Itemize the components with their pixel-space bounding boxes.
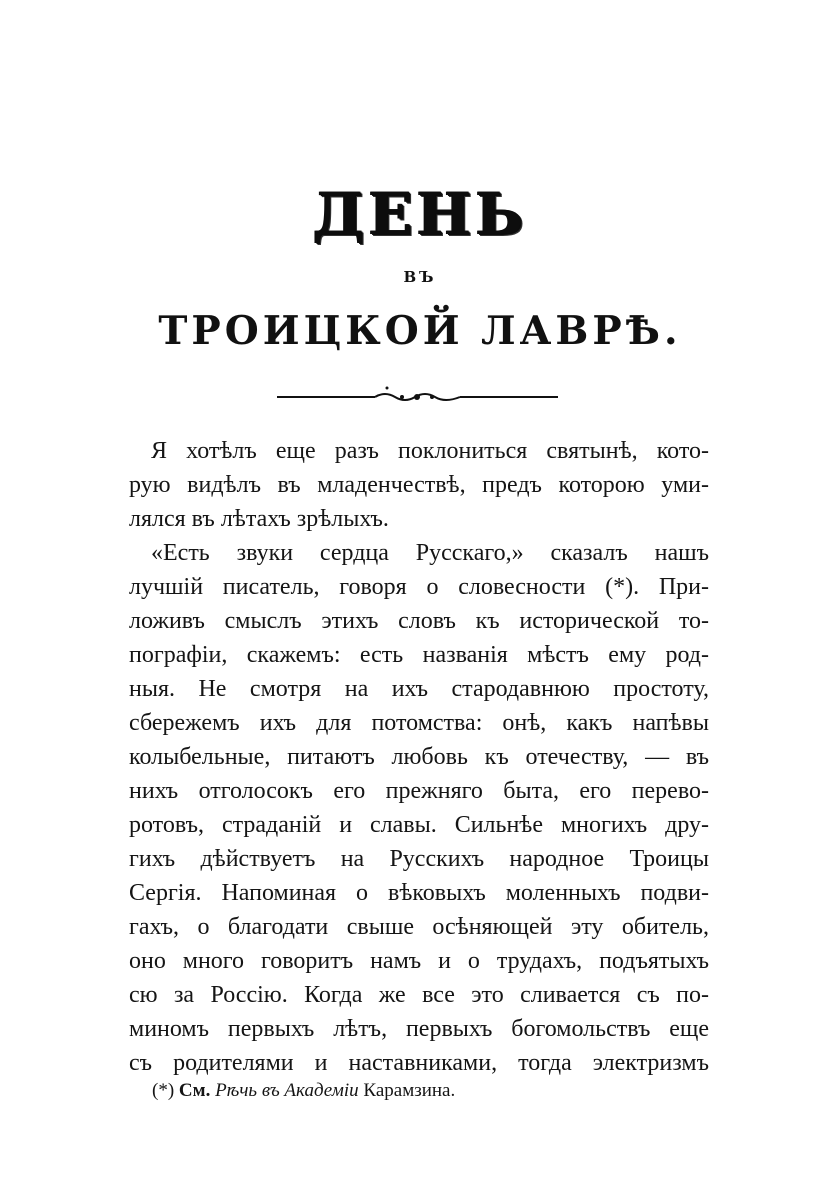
text-line: нихъ отголосокъ его прежняго быта, его перево-	[129, 778, 709, 804]
text-line: рую видѣлъ въ младенчествѣ, предъ которою уми-	[129, 472, 709, 498]
text-line: «Есть звуки сердца Русскаго,» сказалъ нашъ	[151, 540, 709, 566]
text-line: лучшій писатель, говоря о словесности (*). При-	[129, 574, 709, 600]
text-line: пографіи, скажемъ: есть названія мѣстъ ему род-	[129, 642, 709, 668]
text-line: сбережемъ ихъ для потомства: онѣ, какъ напѣвы	[129, 710, 709, 736]
text-line: лялся въ лѣтахъ зрѣлыхъ.	[129, 506, 389, 532]
text-line: ныя. Не смотря на ихъ стародавнюю простоту,	[129, 676, 709, 702]
text-line: съ родителями и наставниками, тогда электризмъ	[129, 1050, 709, 1076]
text-line: Я хотѣлъ еще разъ поклониться святынѣ, кото-	[151, 438, 709, 464]
body-text	[129, 434, 709, 1080]
footnote-abbr: См.	[178, 1080, 211, 1101]
text-line: сю за Россію. Когда же все это сливается съ по-	[129, 982, 709, 1008]
text-line: оно много говоритъ намъ и о трудахъ, подъятыхъ	[129, 948, 709, 974]
text-line: миномъ первыхъ лѣтъ, первыхъ богомольствъ еще	[129, 1016, 709, 1042]
text-line: Сергія. Напоминая о вѣковыхъ моленныхъ подви-	[129, 880, 709, 906]
footnote-work: Рѣчь въ Академіи	[215, 1080, 359, 1101]
footnote	[152, 1080, 712, 1102]
text-line: ротовъ, страданій и славы. Сильнѣе многихъ дру-	[129, 812, 709, 838]
footnote-marker: (*)	[152, 1080, 175, 1101]
text-line: гахъ, о благодати свыше осѣняющей эту обитель,	[129, 914, 709, 940]
title-place: ТРОИЦКОЙ ЛАВРѢ.	[158, 308, 682, 354]
text-line: ложивъ смыслъ этихъ словъ къ исторической то-	[129, 608, 709, 634]
text-line: гихъ дѣйствуетъ на Русскихъ народное Троицы	[129, 846, 709, 872]
footnote-author: Карамзина.	[363, 1080, 456, 1101]
text-line: колыбельные, питаютъ любовь къ отечеству, — въ	[129, 744, 709, 770]
title-preposition: ВЪ	[403, 268, 437, 286]
ornament-divider-icon	[275, 383, 560, 405]
page-title: ДЕНЬ	[312, 180, 528, 248]
